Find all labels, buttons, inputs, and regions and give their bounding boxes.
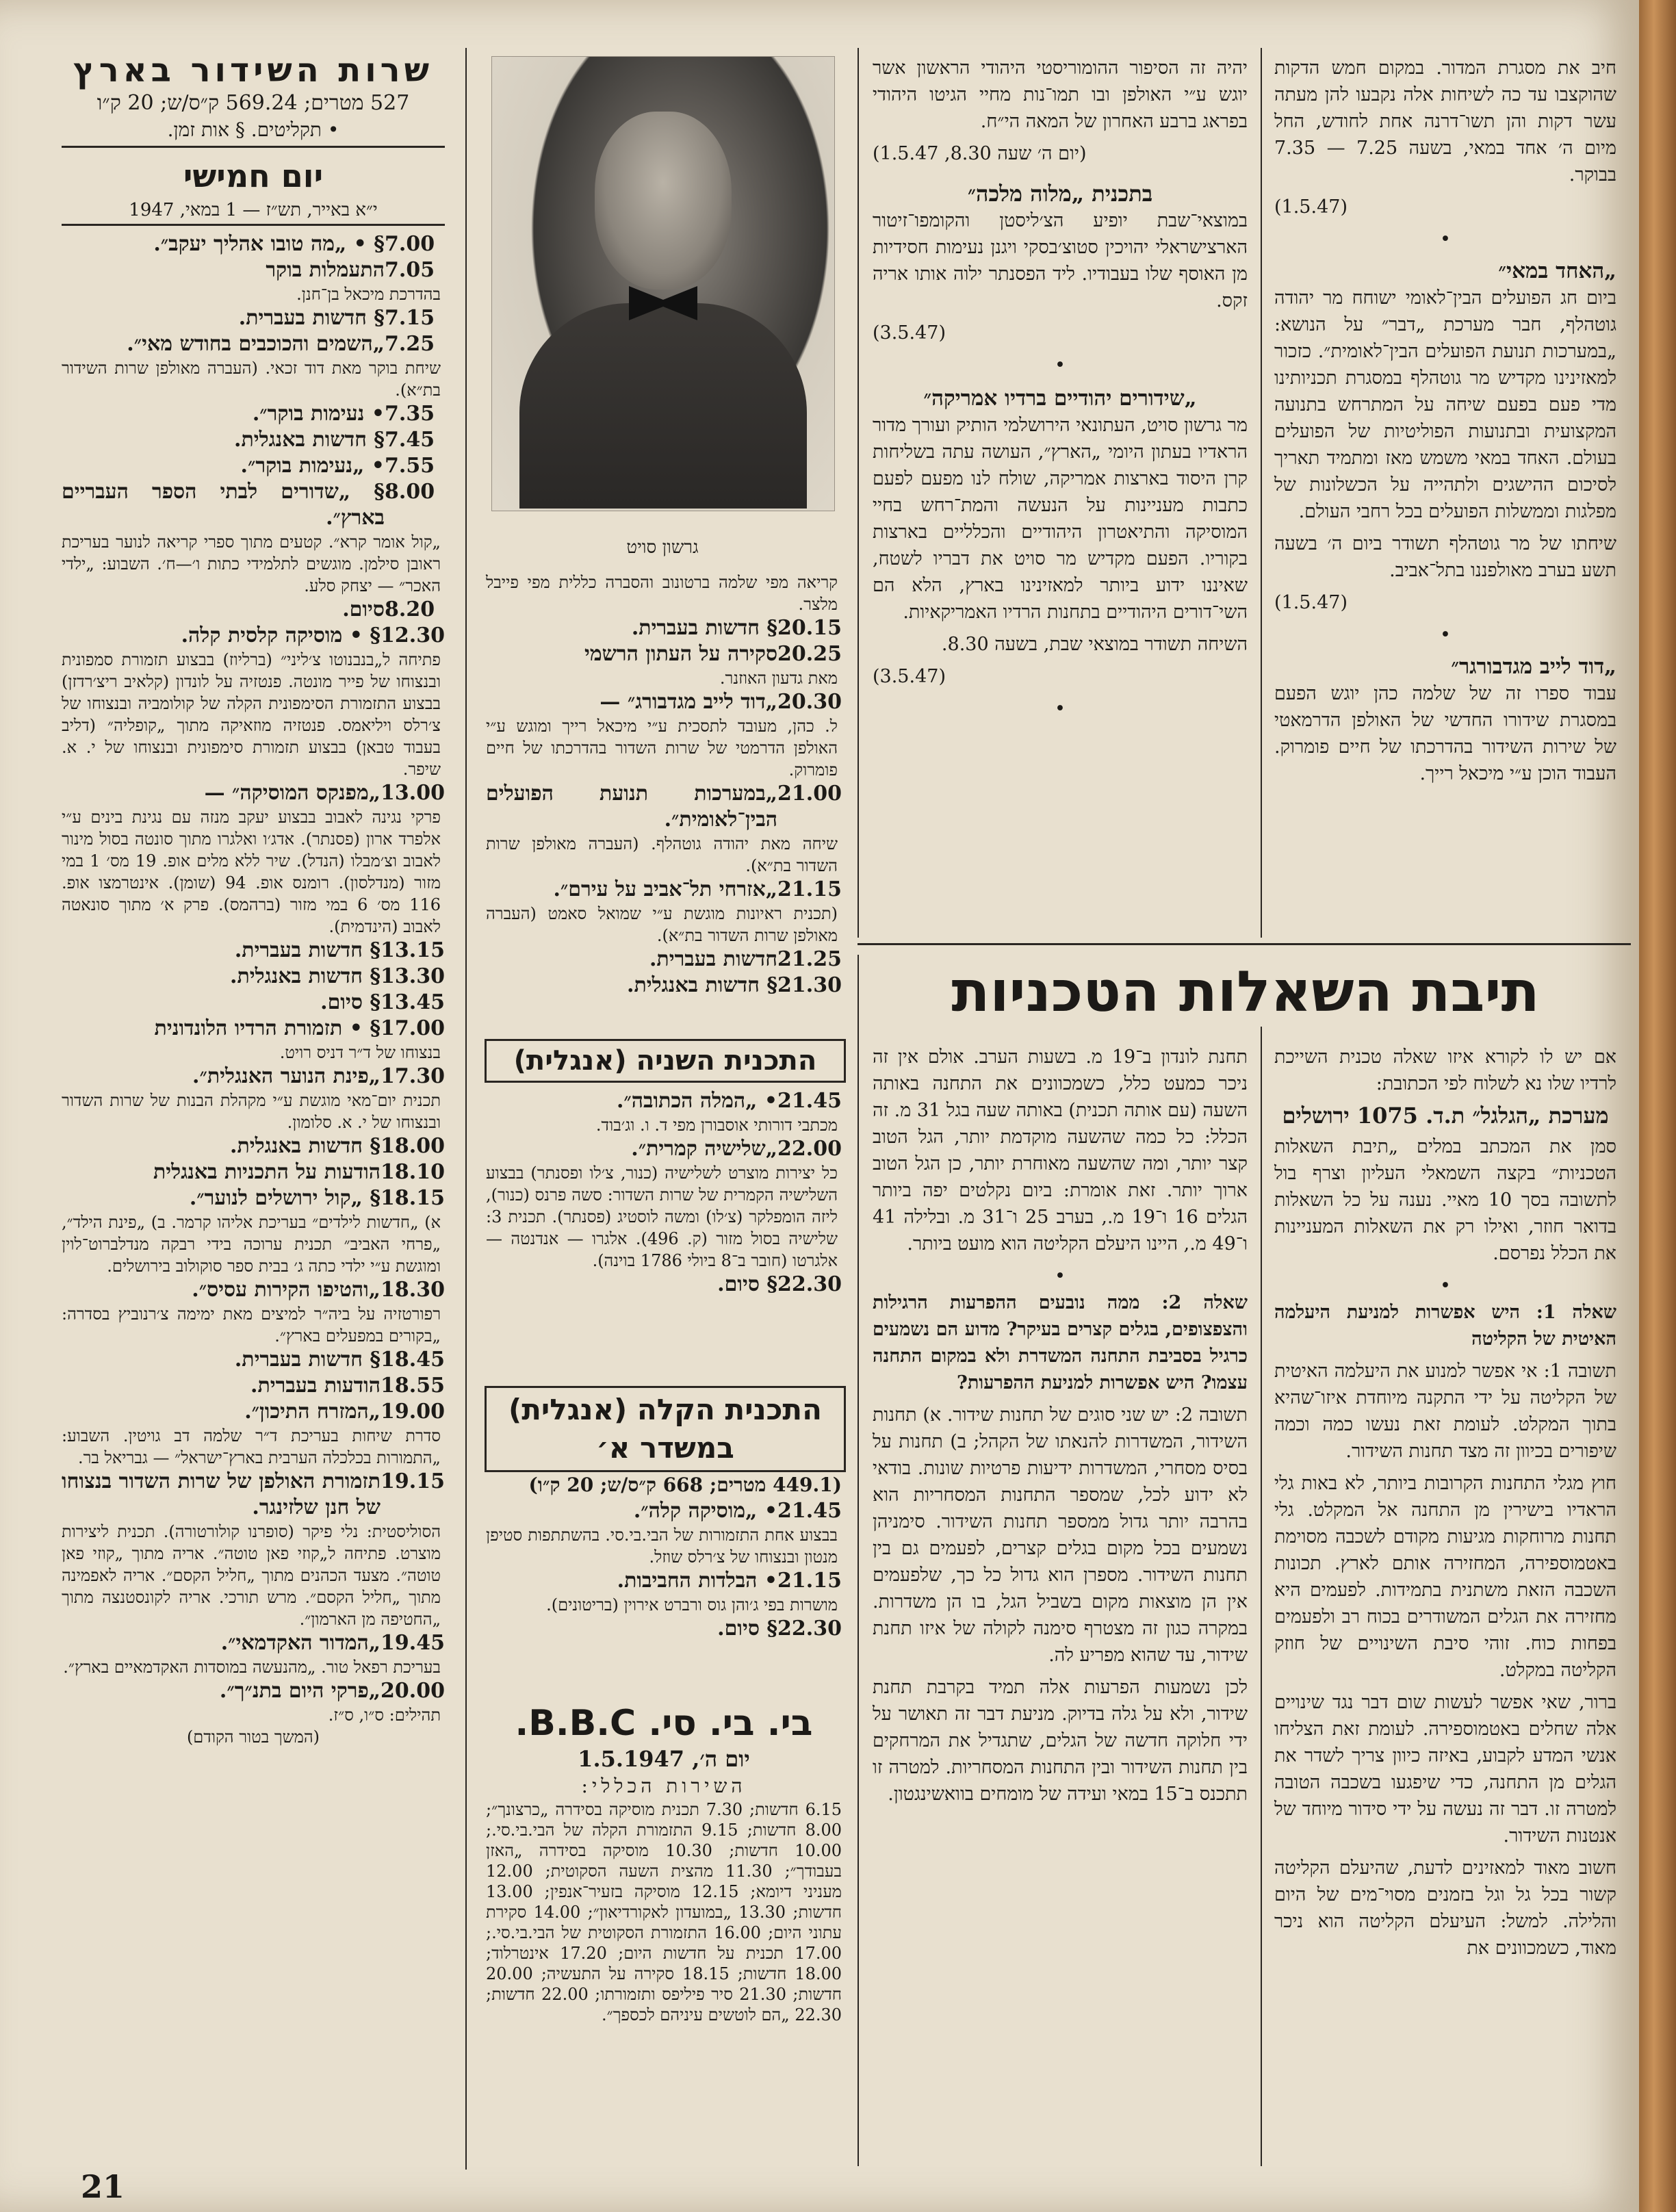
schedule-title: § סיום. bbox=[717, 1617, 778, 1641]
schedule-time: 18.30 bbox=[381, 1278, 445, 1302]
light-program-title: התכנית הקלה (אנגלית) במשדר א׳ bbox=[485, 1386, 846, 1472]
qa-column-right bbox=[1274, 1044, 1616, 1967]
schedule-note: קריאה מפי שלמה ברטונוב והסברה כללית מפי פייבל מלצר. bbox=[486, 573, 838, 614]
schedule-title: סקירה על העתון הרשמי bbox=[584, 642, 778, 666]
schedule-time: 21.15 bbox=[777, 1569, 842, 1593]
schedule-time: 13.45 bbox=[381, 990, 445, 1014]
schedule-title: • „מוסיקה קלה״. bbox=[633, 1499, 778, 1523]
schedule-entry bbox=[486, 615, 842, 641]
schedule-time: 18.45 bbox=[381, 1348, 445, 1372]
schedule-entry bbox=[62, 1678, 445, 1704]
schedule-note: סדרת שיחות בעריכת ד״ר שלמה דב גויטין. השבוע: „התמורות בכלכלה הערבית בארץ־ישראל״ — גבריאל בר. bbox=[62, 1426, 441, 1467]
portrait-photo bbox=[491, 56, 835, 511]
schedule-entry bbox=[62, 780, 445, 806]
schedule-entry bbox=[62, 479, 445, 531]
answer-1-c: ברור, שאי אפשר לעשות שום דבר נגד שינויים אלה שחלים באטמוספירה. לעומת זאת הצליחו אנשי המדע לקבוע, באיזה כיוון צריך לשדר את הגלים מן התחנה, כדי שיפגעו בשכבה הטובה למטרה זו. דבר זה נעשה על ידי סידור מיוחד של אנטנות השידור. bbox=[1274, 1692, 1616, 1847]
separator-dot: • bbox=[1055, 698, 1066, 719]
masthead-frequency: 527 מטרים; 569.24 ק״ס/ש; 20 ק״ו bbox=[96, 91, 410, 115]
photo-caption: גרשון סויט bbox=[626, 537, 699, 558]
schedule-time: 19.15 bbox=[381, 1469, 445, 1493]
schedule-note: „קול אומר קרא״. קטעים מתוך ספרי קריאה לנוער בעריכת ראובן סילמן. מוגשים לתלמידי כתות ו׳—ח׳. השבוע: „ילדי האכר״ — יצחק סלע. bbox=[62, 532, 441, 595]
schedule-entry bbox=[62, 990, 445, 1016]
schedule-note: כל יצירות מוצרט לשלישיה (כנור, צ׳לו ופסנתר) בבצוע השלישיה הקמרית של שרות השדור: סשה פרנס (כנור), ליזה הומפלקר (צ׳לו) ומשה לוסטיג (פסנתר). תכנית 3: שלישיה בסול מזור (ק. 496). אלגרו — אנדנטה — אלגרטו (חובר ב־8 ביולי 1786 בוינה). bbox=[486, 1163, 838, 1270]
schedule-time: 17.00 bbox=[381, 1016, 445, 1040]
schedule-title: § • מוסיקה קלסית קלה. bbox=[181, 623, 381, 647]
story-date: (יום ה׳ שעה 8.30, 1.5.47) bbox=[873, 143, 1087, 164]
schedule-entry bbox=[486, 781, 842, 833]
schedule-list bbox=[62, 231, 445, 1726]
schedule-note: שיחה מאת יהודה גוטהלף. (העברה מאולפן שרות השדור בת״א). bbox=[486, 834, 838, 875]
answer-1: תשובה 1: אי אפשר למנוע את היעלמה האיטית של הקליטה על ידי התקנה מיוחדת איזו־שהיא בתוך המקלט. לעומת זאת נעשו כמה וכמה שיפורים בכיוון זה מצד תחנות השידור. bbox=[1274, 1361, 1616, 1462]
book-spine bbox=[1639, 0, 1676, 2212]
schedule-title: § חדשות באנגלית. bbox=[234, 428, 385, 452]
articles-column-1 bbox=[1274, 55, 1616, 793]
schedule-entry bbox=[62, 1064, 445, 1090]
schedule-title: „המדור האקדמאי״. bbox=[220, 1631, 381, 1655]
schedule-note: בבצוע אחת התזמורות של הבי.בי.סי. בהשתתפות סטיפן מנטון ובנצוחו של צ׳רלס שוזל. bbox=[486, 1526, 838, 1567]
schedule-time: 20.25 bbox=[777, 642, 842, 666]
answer-2: תשובה 2: יש שני סוגים של תחנות שידור. א) תחנות השידור, המשדרות להנאתו של הקהל; ב) תחנות על בסיס מסחרי, המשדרות ידיעות פרטיות שונות. בודאי לא ידוע לכל, שמספר התחנות המסחריות הוא בהרבה יותר גדול ממספר תחנות השידור. סימניהן נשמעים בכל מקום בגלים קצרים, לפעמים גם בין תחנות השידור. מספרן הוא גדול כל כך, שלפעמים אין הן מוצאות מקום בשביל הגל, בו הן משדרות. במקרה כגון זה מצטרף סימנה לקולה של איזו תחנת שידור, עד שהוא מפריע לה. bbox=[873, 1404, 1248, 1666]
schedule-note: פתיחה ל„בנבנוטו צ׳ליני״ (ברליוז) בבצוע תזמורת סמפונית ובנצוחו של פייר מונטה. פנטזיה על לונדון (קלאיב ריצ׳רדזן) בבצוע התזמורת הסימפונית הקלה של קולומביה ובנצוחו של צ׳רלס ויליאמס. פנטזיה מוזאיקה מתוך „קופליה״ (דליב בעבוד טבאן) בבצוע תזמורת סימפונית ובנצוחו של י. א. שיפר. bbox=[62, 650, 441, 779]
bbc-section bbox=[486, 1701, 842, 2025]
separator-dot: • bbox=[1440, 1275, 1451, 1296]
light-program-frequency: (449.1 מטרים; 668 ק״ס/ש; 20 ק״ו) bbox=[528, 1474, 842, 1496]
schedule-title: סיום. bbox=[342, 597, 385, 621]
may-tail: שיחתו של מר גוטהלף תשודר ביום ה׳ בשעה תשע בערב מאולפננו בתל־אביב. bbox=[1274, 533, 1616, 581]
light-program bbox=[486, 1471, 842, 1642]
schedule-column bbox=[62, 51, 445, 1748]
schedule-entry bbox=[62, 427, 445, 453]
schedule-entry bbox=[486, 1498, 842, 1524]
qa-intro: אם יש לו לקורא איזו שאלה טכנית השייכת לרדיו שלו נא לשלוח לפי הכתובת: bbox=[1274, 1046, 1617, 1094]
schedule-entry bbox=[62, 938, 445, 964]
schedule-time: 21.15 bbox=[777, 877, 842, 901]
schedule-title: § חדשות בעברית. bbox=[631, 616, 778, 640]
schedule-note: ל. כהן, מעובד לתסכית ע״י מיכאל רייך ומוגש ע״י האולפן הדרמטי של שרות השדור בהדרכתו של חיים פומרוק. bbox=[486, 717, 838, 780]
schedule-title: § סיום. bbox=[717, 1272, 778, 1296]
portrait-face bbox=[595, 112, 732, 290]
schedule-time: 20.00 bbox=[381, 1679, 445, 1703]
schedule-time: 18.15 bbox=[381, 1186, 445, 1210]
schedule-title: תזמורת האולפן של שרות השדור בנצוחו של חנן שלזינגר. bbox=[62, 1469, 381, 1519]
schedule-time: 7.45 bbox=[385, 428, 435, 452]
day-title: יום חמישי bbox=[183, 157, 324, 194]
schedule-note: מאת גדעון האוזנר. bbox=[719, 669, 838, 688]
answer-1-d: חשוב מאוד למאזינים לדעת, שהיעלם הקליטה קשור בכל גל וגל בזמנים מסוי־מים של היום והלילה. למשל: העיעלם הקליטה הוא ניכר מאוד, כשמכוונים את bbox=[1274, 1857, 1616, 1959]
schedule-note: פרקי נגינה לאבוב בבצוע יעקב מנזה עם נגינת בינים ע״י אלפרד ארון (פסנתר). אדג׳ו ואלגרו מתוך סונטה בסול מינור לאבוב וצ׳מבלו (הנדל). שיר ללא מלים אופ. 19 מס׳ 1 במי מזור (מנדלסון). רומנס אופ. 94 (שומן). אינטרמצו אופ. 116 מס׳ 6 במי מזור (ברהמס). פרק א׳ מתוך סונאטה לאבוב (הינדמית). bbox=[62, 808, 441, 936]
schedule-time: 21.45 bbox=[777, 1499, 842, 1523]
schedule-title: • נעימות בוקר״. bbox=[252, 402, 385, 426]
separator-dot: • bbox=[1055, 1265, 1066, 1287]
portrait-suit bbox=[519, 303, 807, 509]
schedule-entry bbox=[486, 1616, 842, 1642]
schedule-time: 7.55 bbox=[385, 454, 435, 478]
schedule-note: בעריכת רפאל טור. „מהנעשה במוסדות האקדמאיים בארץ״. bbox=[63, 1658, 441, 1677]
schedule-entry bbox=[62, 1399, 445, 1425]
story-paragraph: יהיה זה הסיפור ההומוריסטי היהודי הראשון אשר יוגש ע״י האולפן ובו תמו־נות מחיי הגיטו היהודי בפראג ברבע האחרון של המאה הי״ח. bbox=[873, 57, 1248, 132]
continued-note: (המשך בטור הקודם) bbox=[186, 1727, 320, 1747]
bbc-body: 6.15 חדשות; 7.30 תכנית מוסיקה בסידרה „כרצונך״; 8.00 חדשות; 9.15 התזמורת הקלה של הבי.בי.סי.; 10.00 חדשות; 10.30 מוסיקה בסידרה „האזן בעבודך״; 11.30 מהצית השעה הסקוטית; 12.00 מעניני דיומא; 12.15 מוסיקה בזעיר־אנפין; 13.00 חדשות; 13.30 „במועדון לאקורדיאון״; 14.00 סקירת עתוני היום; 16.00 התזמורת הסקוטית של הבי.בי.סי.; 17.00 תכנית על חדשות היום; 17.20 אינטרלוד; 18.00 חדשות; 18.15 סקירה על התעשיה; 20.00 חדשות; 21.30 סיר פיליפס ותזמורתו; 22.00 חדשות; 22.30 „הם לוטשים עיניהם לכספך״. bbox=[486, 1800, 842, 2024]
schedule-title: התעמלות בוקר bbox=[266, 258, 385, 282]
column-rule bbox=[1261, 48, 1262, 938]
schedule-time: 21.45 bbox=[777, 1089, 842, 1113]
schedule-time: 20.15 bbox=[777, 616, 842, 640]
second-program-title: התכנית השניה (אנגלית) bbox=[485, 1039, 846, 1083]
schedule-time: 8.00 bbox=[385, 480, 435, 504]
schedule-time: 13.30 bbox=[381, 964, 445, 988]
schedule-time: 12.30 bbox=[381, 623, 445, 647]
schedule-entry bbox=[62, 1469, 445, 1521]
schedule-entry bbox=[62, 257, 445, 283]
schedule-time: 21.30 bbox=[777, 973, 842, 997]
schedule-entry bbox=[62, 964, 445, 990]
schedule-entry bbox=[486, 973, 842, 999]
schedule-title: „שלישיה קמרית״. bbox=[631, 1137, 778, 1161]
schedule-title: „והטיפו הקירות עסיס״. bbox=[192, 1278, 381, 1302]
schedule-title: § • „מה טובו אהליך יעקב״. bbox=[153, 232, 385, 256]
schedule-note: שיחת בוקר מאת דוד זכאי. (העברה מאולפן שרות השידור בת״א). bbox=[62, 359, 441, 400]
schedule-entry bbox=[62, 331, 445, 357]
schedule-time: 8.20 bbox=[385, 597, 435, 621]
schedule-note: מושרות בפי ג׳והן גוס ורברט אירוין (בריטונים). bbox=[546, 1595, 838, 1615]
schedule-time: 18.00 bbox=[381, 1134, 445, 1158]
schedule-entry bbox=[486, 877, 842, 903]
melave-date: (3.5.47) bbox=[873, 322, 946, 344]
schedule-entry bbox=[62, 231, 445, 257]
separator-dot: • bbox=[1055, 355, 1066, 376]
schedule-title: „מפנקס המוסיקה״ — bbox=[204, 781, 381, 805]
schedule-time: 19.45 bbox=[381, 1631, 445, 1655]
mid-schedule-column bbox=[486, 571, 842, 999]
separator-dot: • bbox=[1440, 229, 1451, 250]
schedule-title: § „שדורים לבתי הספר העבריים בארץ״. bbox=[62, 480, 385, 530]
schedule-title: § • תזמורת הרדיו הלונדונית bbox=[154, 1016, 381, 1040]
david-title: „דוד לייב מגדבורגר״ bbox=[1451, 654, 1616, 679]
bbc-date: יום ה׳, 1.5.1947 bbox=[578, 1746, 750, 1772]
bbc-sub: השירות הכללי: bbox=[581, 1775, 747, 1797]
qa-title: תיבת השאלות הטכניות bbox=[951, 960, 1540, 1025]
schedule-title: § חדשות באנגלית. bbox=[627, 973, 778, 997]
schedule-title: „אזרחי תל־אביב על עירם״. bbox=[553, 877, 778, 901]
schedule-title: הודעות בעברית. bbox=[250, 1374, 381, 1398]
day-date: י״א באייר, תש״ז — 1 במאי, 1947 bbox=[62, 197, 445, 226]
bbc-title: בי. בי. סי. B.B.C. bbox=[515, 1703, 813, 1744]
jew-radio-body: מר גרשון סויט, העתונאי הירושלמי הותיק ועורך מדור הראדיו בעתון היומי „הארץ״, העושה עתה בשליחות קרן היסוד בארצות אמריקה, שולח לנו מפעם לפעם כתבות מעניינות על הנעשה והמת־רחש בחיי המוסיקה והתיאטרון היהודיים והכלליים בארצות בקוריו. הפעם מקדיש מר סויט את דבריו לשטח, שאיננו ידוע ביותר למאזינינו בארץ, הלא הם השי־דורים היהודיים בתחנות הרדיו האמריקאיות. bbox=[873, 415, 1248, 623]
qa-intro-2: סמן את המכתב במלים „תיבת השאלות הטכניות״ בקצה השמאלי העליון וצרף בול לתשובה בסך 10 מאיי. נענה על כל השאלות בדואר חוזר, ואילו רק את השאלות המעניינות את הכלל נפרסם. bbox=[1274, 1136, 1617, 1264]
schedule-time: 19.00 bbox=[381, 1400, 445, 1424]
may-title: „האחד במאי״ bbox=[1498, 259, 1616, 283]
schedule-note: מכתבי דורותי אוסבורן מפי ד. ו. וג׳בוד. bbox=[595, 1116, 838, 1135]
schedule-entry bbox=[486, 1088, 842, 1114]
schedule-time: 20.30 bbox=[777, 690, 842, 714]
schedule-note: רפורטזיה על ביה״ר למיצים מאת ימימה צ׳רנוביץ בסדרה: „בקורים במפעלים בארץ״. bbox=[62, 1304, 441, 1346]
schedule-time: 18.55 bbox=[381, 1374, 445, 1398]
schedule-time: 7.35 bbox=[385, 402, 435, 426]
may-body: ביום חג הפועלים הבין־לאומי ישוחח מר יהודה גוטהלף, חבר מערכת „דבר״ על הנושא: „במערכות תנועת הפועלים הבין־לאומית״. כזכור למאזינינו מקדיש מר גוטהלף במסגרת תכניותינו מדי פעם בפעם שיחה על המתרחש בתנועה המקצועית ובתנועות הפוליטיות של הפועלים בעולם. האחד במאי משמש מאז ומתמיד תאריך לסיכום ההישגים ולתהייה על הכשלונות של מפלגות וממשלות הפועלים בכל רחבי העולם. bbox=[1274, 287, 1616, 522]
schedule-title: § סיום. bbox=[320, 990, 381, 1014]
schedule-entry bbox=[62, 1185, 445, 1211]
schedule-time: 18.10 bbox=[381, 1160, 445, 1184]
schedule-title: § „קול ירושלים לנוער״. bbox=[189, 1186, 381, 1210]
schedule-entry bbox=[62, 401, 445, 427]
schedule-title: § חדשות בעברית. bbox=[238, 306, 385, 330]
schedule-time: 21.00 bbox=[777, 782, 842, 806]
masthead-title: שרות השידור בארץ bbox=[73, 51, 433, 90]
schedule-title: הודעות על התכניות באנגלית bbox=[153, 1160, 381, 1184]
jew-radio-title: „שידורים יהודיים ברדיו אמריקה״ bbox=[923, 386, 1197, 411]
schedule-entry bbox=[62, 597, 445, 623]
second-program-list bbox=[486, 1088, 842, 1298]
column-rule bbox=[858, 48, 859, 938]
schedule-title: § חדשות בעברית. bbox=[234, 1348, 381, 1372]
qa-address: מערכת „הגלגל״ ת.ד. 1075 ירושלים bbox=[1282, 1103, 1609, 1129]
qa-column-left bbox=[873, 1044, 1248, 1813]
schedule-time: 21.25 bbox=[777, 947, 842, 971]
schedule-note: הסוליסטית: נלי פיקר (סופרנו קולורטורה). תכנית ליצירות מוצרט. פתיחה ל„קוזי פאן טוטה״. אריה מתוך „קוזי פאן טוטה״. מצעד הכהנים מתוך „חליל הקסם״. אריה לאפמינה מתוך „חליל הקסם״. מרש תורכי. אריה לקונסטנצה מתוך „החטיפה מן הארמון״. bbox=[62, 1522, 441, 1629]
schedule-entry bbox=[62, 623, 445, 649]
schedule-time: 22.30 bbox=[777, 1272, 842, 1296]
schedule-time: 22.00 bbox=[777, 1137, 842, 1161]
column-rule bbox=[1261, 1027, 1262, 2166]
light-program-list bbox=[486, 1498, 842, 1642]
schedule-title: § חדשות באנגלית. bbox=[230, 1134, 381, 1158]
schedule-title: חדשות בעברית. bbox=[649, 947, 778, 971]
schedule-entry bbox=[62, 1277, 445, 1303]
schedule-title: „דוד לייב מגדבורג״ — bbox=[600, 690, 778, 714]
schedule-note: (תכנית ראיונות מוגשת ע״י שמואל סאמט (העברה מאולפן שרות השדור בת״א). bbox=[486, 904, 838, 945]
schedule-entry bbox=[62, 305, 445, 331]
separator-dot: • bbox=[1440, 624, 1451, 645]
story-date: (1.5.47) bbox=[1274, 196, 1348, 218]
schedule-time: 7.25 bbox=[385, 332, 435, 356]
section-rule bbox=[858, 943, 1631, 945]
schedule-entry bbox=[62, 453, 445, 479]
schedule-note: בהדרכת מיכאל בן־חנן. bbox=[296, 285, 441, 304]
mid-schedule-list bbox=[486, 571, 842, 999]
schedule-entry bbox=[62, 1373, 445, 1399]
schedule-time: 13.00 bbox=[381, 781, 445, 805]
schedule-entry bbox=[62, 1133, 445, 1159]
articles-column-2 bbox=[873, 55, 1248, 722]
schedule-title: „במערכות תנועת הפועלים הבין־לאומית״. bbox=[486, 782, 778, 832]
second-program bbox=[486, 1088, 842, 1298]
question-1: שאלה 1: היש אפשרות למניעת היעלמה האיטית של הקליטה bbox=[1274, 1302, 1617, 1350]
may-date: (1.5.47) bbox=[1274, 592, 1348, 613]
question-2: שאלה 2: ממה נובעים ההפרעות הרגילות והצפצופים, בגלים קצרים בעיקר? מדוע הם נשמעים כרגיל בסביבת התחנה המשדרת ולא במקום התחנה עצמו? היש אפשרות למניעת ההפרעות? bbox=[873, 1292, 1248, 1393]
schedule-entry bbox=[62, 1630, 445, 1656]
schedule-title: • הבלדות החביבות. bbox=[617, 1569, 778, 1593]
schedule-title: § חדשות באנגלית. bbox=[230, 964, 381, 988]
schedule-time: 7.15 bbox=[385, 306, 435, 330]
story-paragraph: חיב את מסגרת המדור. במקום חמש הדקות שהוקצבו עד כה לשיחות אלה נקבעו להן מעתה עשר דקות והן תשו־דרנה אחת לחודש, החל מיום ה׳ אחד במאי, בשעה 7.25 — 7.35 בבוקר. bbox=[1274, 57, 1616, 185]
melave-body: במוצאי־שבת יופיע הצ׳ליסטן והקומפו־זיטור הארצישראלי יהויכין סטוצ׳בסקי ויגנן נעימות חסידיות מן האוסף שלו בעבודיו. ליד הפסנתר ילוה אותו אריה זקס. bbox=[873, 210, 1248, 311]
schedule-note: תכנית יום־מאי מוגשת ע״י מקהלת הבנות של שרות השדור ובנצוחו של י. א. סלומון. bbox=[62, 1091, 441, 1132]
schedule-entry bbox=[486, 947, 842, 973]
answer-2-b: לכן נשמעות הפרעות אלה תמיד בקרבת תחנת שידור, ולא על גלה בדיוק. מניעת דבר זה תאושר על ידי חלוקה חדשה של הגלים, שתגדיל את המרחקים בין תחנות השידור ובין התחנות המסחריות. למטרה זו תתכנס ב־15 במאי ועידה של מומחים בוואשינגטון. bbox=[873, 1677, 1248, 1805]
schedule-time: 22.30 bbox=[777, 1617, 842, 1641]
schedule-entry bbox=[62, 1159, 445, 1185]
schedule-entry bbox=[486, 1272, 842, 1298]
schedule-entry bbox=[62, 1016, 445, 1042]
schedule-title: • „המלה הכתובה״. bbox=[616, 1089, 778, 1113]
schedule-title: • „נעימות בוקר״. bbox=[240, 454, 385, 478]
page-number: 21 bbox=[81, 2168, 125, 2205]
schedule-entry bbox=[486, 689, 842, 715]
schedule-entry bbox=[486, 1568, 842, 1594]
schedule-time: 7.00 bbox=[385, 232, 435, 256]
schedule-time: 13.15 bbox=[381, 938, 445, 962]
schedule-note: א) „חדשות לילדים״ בעריכת אליהו קרמר. ב) „פינת הילד״, „פרחי האביב״ תכנית ערוכה בידי רבקה מנדלברוט־לוין ומוגשת ע״י ילדי כתה ג׳ בבית ספר סוקולוב בירושלים. bbox=[62, 1213, 441, 1276]
schedule-entry bbox=[62, 1347, 445, 1373]
jew-radio-tail: השיחה תשודר במוצאי שבת, בשעה 8.30. bbox=[941, 634, 1248, 655]
schedule-note: תהילים: ס״ו, ס״ז. bbox=[328, 1706, 441, 1725]
jew-radio-date: (3.5.47) bbox=[873, 666, 946, 687]
schedule-title: „פרקי היום בתנ״ך״. bbox=[219, 1679, 381, 1703]
column-rule bbox=[858, 955, 859, 2166]
answer-1-b: חוץ מגלי התחנות הקרובות ביותר, לא באות גלי הראדיו בישירין מן התחנה אל המקלט. גלי תחנות מרוחקות מגיעות מקודם לשכבה מסוימת באטמוספירה, המחזירה אותם לארץ. תכונות השכבה הזאת משתנית בתמידות. לפעמים היא מחזירה את הגלים המשודרים בכוח רב ולפעמים בפחות כוח. זוהי סיבת השינויים של חוזק הקליטה במקלט. bbox=[1274, 1473, 1616, 1681]
schedule-entry bbox=[486, 641, 842, 667]
column-rule bbox=[465, 48, 467, 2170]
schedule-title: „השמים והכוכבים בחודש מאי״. bbox=[127, 332, 385, 356]
schedule-entry bbox=[486, 1136, 842, 1162]
schedule-note: בנצוחו של ד״ר דניס רויט. bbox=[279, 1043, 441, 1062]
schedule-time: 17.30 bbox=[381, 1064, 445, 1088]
schedule-title: „המזרח התיכון״. bbox=[244, 1400, 381, 1424]
answer-1-cont: תחנת לונדון ב־19 מ. בשעות הערב. אולם אין זה ניכר כמעט כלל, כשמכוונים את התחנה באותה השעה (עם אותה תכנית) באותה שעה בגל 31 מ. זה הכלל: כל כמה שהשעה מוקדמת יותר, הגל הטוב קצר יותר, ומה שהשעה מאוחרת יותר, כן הגל הטוב ארוך יותר. זאת אומרת: ביום נקלטים יפה ביותר הגלים 16 ו־19 מ., בערב 25 ו־31 מ. ובלילה 41 ו־49 מ., היינו היעלם הקליטה הוא מועט ביותר. bbox=[873, 1046, 1248, 1255]
melave-title: בתכנית „מלוה מלכה״ bbox=[967, 181, 1153, 207]
schedule-time: 7.05 bbox=[385, 258, 435, 282]
david-body: עבוד ספרו זה של שלמה כהן יוגש הפעם במסגרת שידורו החדשי של האולפן הדרמאטי של שירות השידור בהדרכתו של חיים פומרוק. העבוד הוכן ע״י מיכאל רייך. bbox=[1274, 683, 1616, 784]
schedule-title: § חדשות בעברית. bbox=[234, 938, 381, 962]
masthead-legend: • תקליטים. § אות זמן. bbox=[62, 116, 445, 148]
schedule-title: „פינת הנוער האנגלית״. bbox=[192, 1064, 381, 1088]
